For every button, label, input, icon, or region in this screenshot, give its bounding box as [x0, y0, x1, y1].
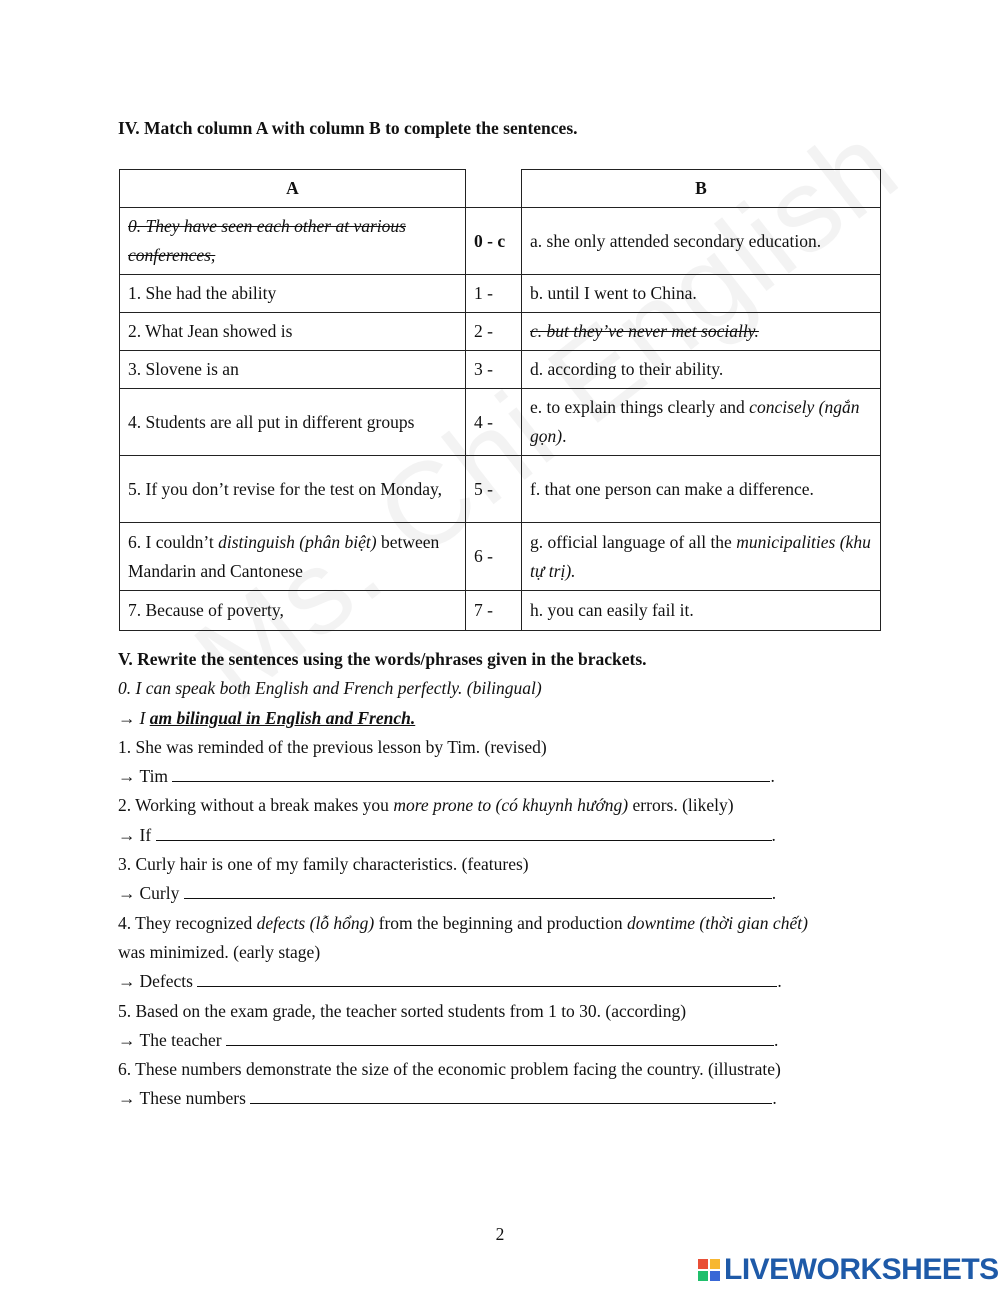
table-row — [120, 591, 881, 631]
match-number[interactable]: 4 - — [466, 389, 522, 456]
option-b: f. that one person can make a difference. — [522, 456, 881, 523]
answer-input-6[interactable] — [250, 1085, 772, 1104]
header-spacer — [466, 170, 522, 208]
section-5-title: V. Rewrite the sentences using the words/phrases given in the brackets. — [118, 649, 647, 669]
answer-line-2: → If . — [118, 821, 898, 850]
option-b: e. to explain things clearly and concisely (ngắn gọn). — [522, 389, 881, 456]
table-row — [120, 523, 881, 591]
example-question: 0. I can speak both English and French perfectly. (bilingual) — [118, 678, 542, 699]
option-b: a. she only attended secondary education. — [522, 208, 881, 275]
question-1: 1. She was reminded of the previous lesson by Tim. (revised) — [118, 736, 547, 757]
arrow-icon: → — [118, 971, 136, 992]
match-number: 0 - c — [466, 208, 522, 275]
column-b-header: B — [522, 170, 881, 208]
arrow-icon: → — [118, 707, 136, 728]
table-row — [120, 456, 881, 523]
match-number[interactable]: 1 - — [466, 275, 522, 313]
arrow-icon: → — [118, 1088, 136, 1109]
table-row — [120, 208, 881, 275]
liveworksheets-logo[interactable] — [698, 1254, 999, 1286]
sentence-a: 6. I couldn’t distinguish (phân biệt) between Mandarin and Cantonese — [120, 523, 466, 591]
page-number: 2 — [495, 1224, 505, 1244]
logo-text: LIVEWORKSHEETS — [724, 1253, 999, 1286]
sentence-a: 4. Students are all put in different groups — [120, 389, 466, 456]
example-a: 0. They have seen each other at various conferences, — [128, 216, 406, 265]
answer-line-4: → Defects . — [118, 967, 898, 996]
column-a-header: A — [120, 170, 466, 208]
answer-line-5: → The teacher . — [118, 1026, 898, 1055]
question-4-continued: was minimized. (early stage) — [118, 941, 321, 962]
arrow-icon: → — [118, 824, 136, 845]
answer-input-1[interactable] — [172, 763, 770, 782]
matching-table — [119, 169, 881, 631]
example-answer: am bilingual in English and French. — [149, 707, 416, 728]
question-3: 3. Curly hair is one of my family characteristics. (features) — [118, 854, 529, 875]
question-5: 5. Based on the exam grade, the teacher sorted students from 1 to 30. (according) — [118, 1000, 687, 1021]
rewrite-section — [118, 645, 898, 1114]
example-answer-line: → I am bilingual in English and French. — [118, 707, 416, 728]
table-row — [120, 351, 881, 389]
table-row — [120, 313, 881, 351]
answer-line-3: → Curly . — [118, 879, 898, 908]
table-row — [120, 389, 881, 456]
sentence-a: 7. Because of poverty, — [120, 591, 466, 631]
sentence-a: 3. Slovene is an — [120, 351, 466, 389]
logo-blocks-icon — [698, 1259, 720, 1281]
option-b: h. you can easily fail it. — [522, 591, 881, 631]
answer-input-2[interactable] — [156, 822, 772, 841]
arrow-icon: → — [118, 1029, 136, 1050]
answer-line-1: → Tim . — [118, 762, 898, 791]
option-b: b. until I went to China. — [522, 275, 881, 313]
match-number[interactable]: 7 - — [466, 591, 522, 631]
arrow-icon: → — [118, 883, 136, 904]
answer-input-4[interactable] — [197, 968, 777, 987]
sentence-a: 5. If you don’t revise for the test on Monday, — [120, 456, 466, 523]
match-number[interactable]: 5 - — [466, 456, 522, 523]
match-number[interactable]: 2 - — [466, 313, 522, 351]
question-6: 6. These numbers demonstrate the size of the economic problem facing the country. (illustrate) — [118, 1059, 781, 1080]
question-4: 4. They recognized defects (lỗ hổng) from the beginning and production downtime (thời gian chết) — [118, 912, 808, 933]
section-4-title: IV. Match column A with column B to complete the sentences. — [118, 118, 578, 138]
answer-input-5[interactable] — [226, 1027, 774, 1046]
table-row — [120, 275, 881, 313]
sentence-a: 1. She had the ability — [120, 275, 466, 313]
match-number[interactable]: 3 - — [466, 351, 522, 389]
answer-input-3[interactable] — [184, 880, 772, 899]
answer-line-6: → These numbers . — [118, 1084, 898, 1113]
question-2: 2. Working without a break makes you more prone to (có khuynh hướng) errors. (likely) — [118, 795, 734, 816]
arrow-icon: → — [118, 766, 136, 787]
option-b: g. official language of all the municipalities (khu tự trị). — [522, 523, 881, 591]
sentence-a: 2. What Jean showed is — [120, 313, 466, 351]
match-number[interactable]: 6 - — [466, 523, 522, 591]
option-b: d. according to their ability. — [522, 351, 881, 389]
example-b: c. but they’ve never met socially. — [530, 321, 759, 341]
